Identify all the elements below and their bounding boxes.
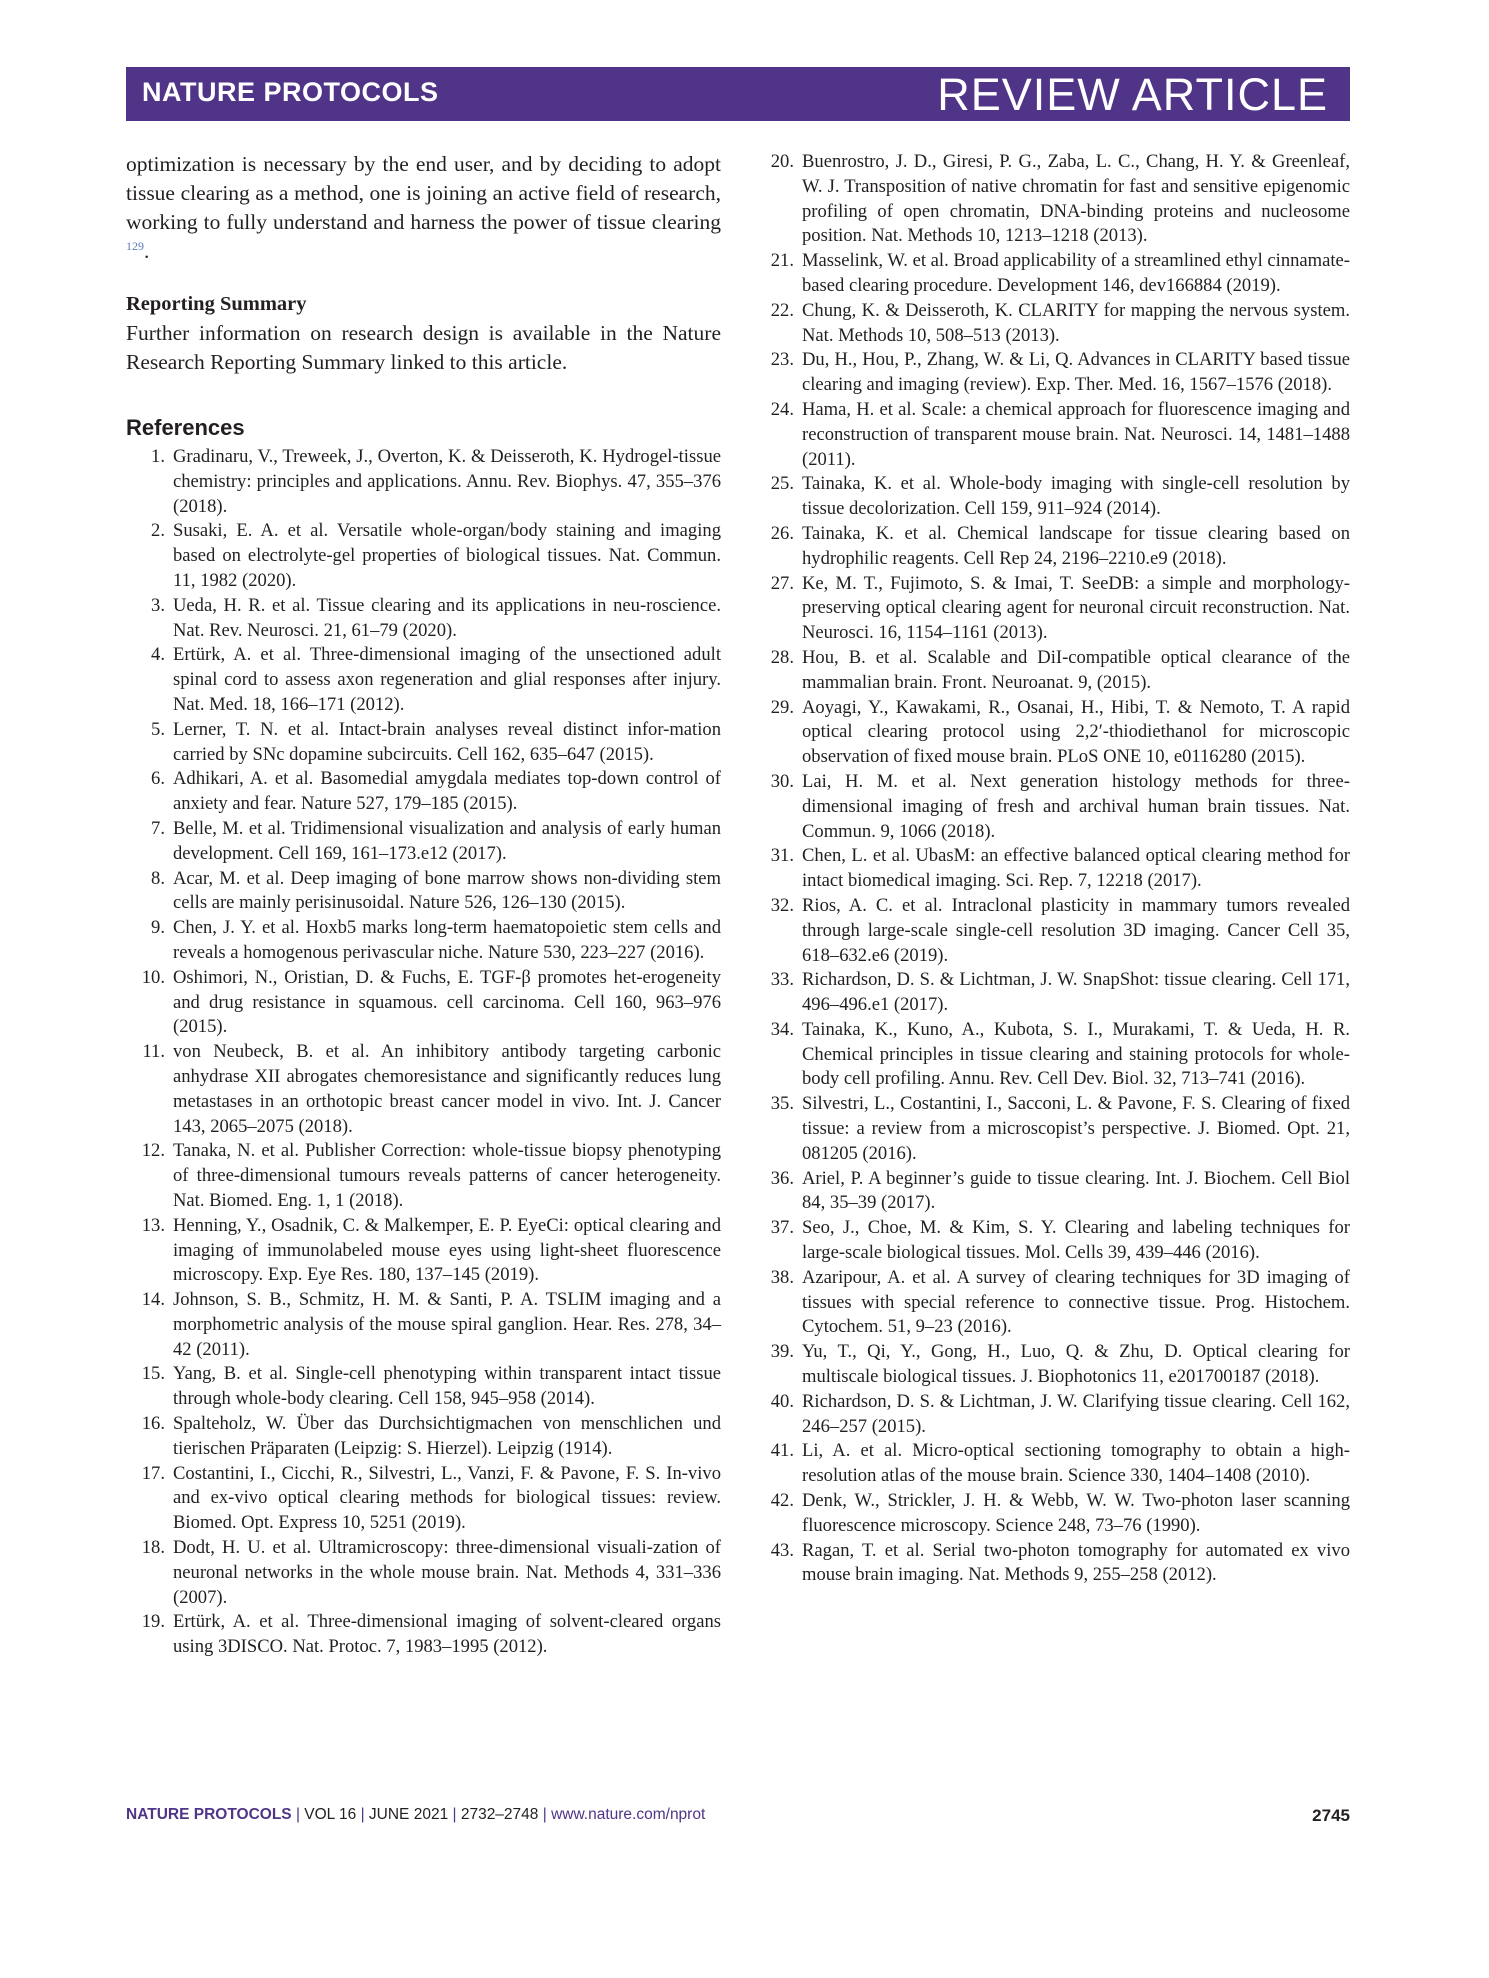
reference-number: 12. [141, 1140, 165, 1162]
references-heading: References [126, 415, 245, 440]
reference-item [126, 916, 721, 966]
reference-text: Hama, H. et al. Scale: a chemical approach for fluorescence imaging and reconstruction of transparent mouse brain. Nat. Neurosci. 14, 1481–1488 (2011). [802, 398, 1350, 470]
reference-number: 37. [770, 1217, 794, 1239]
reference-text: Denk, W., Strickler, J. H. & Webb, W. W. Two-photon laser scanning fluorescence microscopy. Science 248, 73–76 (1990). [802, 1490, 1350, 1536]
page-number: 2745 [1312, 1806, 1350, 1825]
reference-number: 39. [770, 1341, 794, 1363]
footer-separator: | [356, 1806, 369, 1823]
reference-text: Du, H., Hou, P., Zhang, W. & Li, Q. Advances in CLARITY based tissue clearing and imaging (review). Exp. Ther. Med. 16, 1567–1576 (2018). [802, 349, 1350, 396]
reference-item [126, 1288, 721, 1362]
reference-number: 27. [770, 572, 794, 594]
reference-item [126, 1139, 721, 1213]
reference-text: Chen, J. Y. et al. Hoxb5 marks long-term haematopoietic stem cells and reveals a homogenous perivascular niche. Nature 530, 223–227 (2016). [173, 917, 721, 963]
reference-item [755, 348, 1350, 398]
reference-item [126, 718, 721, 768]
reference-list-left [126, 445, 721, 1660]
conclusion-paragraph [126, 150, 721, 266]
reference-number: 21. [770, 250, 794, 272]
reference-text: Yu, T., Qi, Y., Gong, H., Luo, Q. & Zhu, D. Optical clearing for multiscale biological tissues. J. Biophotonics 11, e201700187 (2018). [802, 1341, 1350, 1388]
reference-number: 5. [151, 718, 165, 740]
journal-name: NATURE PROTOCOLS [142, 77, 439, 107]
reference-text: Silvestri, L., Costantini, I., Sacconi, L. & Pavone, F. S. Clearing of fixed tissue: a review from a microscopist’s perspective. J. Biomed. Opt. 21, 081205 (2016). [802, 1093, 1350, 1164]
reference-number: 7. [151, 817, 165, 839]
reference-number: 20. [770, 151, 794, 172]
reference-item [126, 966, 721, 1040]
reference-item [755, 1439, 1350, 1489]
footer-volume: VOL 16 [304, 1806, 357, 1823]
reference-number: 34. [770, 1018, 794, 1040]
reference-text: Tainaka, K. et al. Whole-body imaging with single-cell resolution by tissue decolorization. Cell 159, 911–924 (2014). [802, 473, 1350, 520]
article-type-label: REVIEW ARTICLE [937, 69, 1328, 120]
reference-text: Johnson, S. B., Schmitz, H. M. & Santi, P. A. TSLIM imaging and a morphometric analysis of the mouse spiral ganglion. Hear. Res. 278, 34–42 (2011). [173, 1289, 721, 1360]
reference-text: Li, A. et al. Micro-optical sectioning tomography to obtain a high-resolution atlas of the mouse brain. Science 330, 1404–1408 (2010). [802, 1440, 1350, 1487]
reference-number: 11. [142, 1041, 165, 1063]
reference-text: Costantini, I., Cicchi, R., Silvestri, L., Vanzi, F. & Pavone, F. S. In-vivo and ex-vivo optical clearing methods for biological tissues: review. Biomed. Opt. Express 10, 5251 (2019). [173, 1462, 721, 1534]
reference-text: Tainaka, K. et al. Chemical landscape for tissue clearing based on hydrophilic reagents. Cell Rep 24, 2196–2210.e9 (2018). [802, 522, 1350, 569]
reference-text: Belle, M. et al. Tridimensional visualization and analysis of early human development. Cell 169, 161–173.e12 (2017). [173, 817, 721, 864]
reference-number: 8. [151, 867, 165, 889]
reference-text: Richardson, D. S. & Lichtman, J. W. SnapShot: tissue clearing. Cell 171, 496–496.e1 (2017). [802, 969, 1350, 1016]
reference-item [755, 1489, 1350, 1539]
reference-number: 15. [141, 1363, 165, 1385]
reference-text: Tanaka, N. et al. Publisher Correction: whole-tissue biopsy phenotyping of three-dimensional tumours reveals patterns of cancer heterogeneity. Nat. Biomed. Eng. 1, 1 (2018). [173, 1140, 721, 1211]
reference-text: Lai, H. M. et al. Next generation histology methods for three-dimensional imaging of fresh and archival human brain tissues. Nat. Commun. 9, 1066 (2018). [802, 770, 1350, 842]
reference-item [755, 398, 1350, 472]
reference-item [126, 817, 721, 867]
reference-text: Rios, A. C. et al. Intraclonal plasticity in mammary tumors revealed through large-scale single-cell resolution 3D imaging. Cancer Cell 35, 618–632.e6 (2019). [802, 894, 1350, 966]
reference-text: Tainaka, K., Kuno, A., Kubota, S. I., Murakami, T. & Ueda, H. R. Chemical principles in tissue clearing and staining protocols for whole-body cell profiling. Annu. Rev. Cell Dev. Biol. 32, 713–741 (2016). [802, 1018, 1350, 1090]
reference-number: 38. [770, 1266, 794, 1288]
footer-date: JUNE 2021 [368, 1806, 449, 1823]
reference-number: 13. [141, 1214, 165, 1236]
reference-item [755, 1018, 1350, 1092]
footer-separator: | [291, 1806, 305, 1823]
reference-item [126, 1536, 721, 1610]
reference-number: 43. [770, 1539, 794, 1561]
reference-number: 30. [770, 770, 794, 792]
reference-text: Richardson, D. S. & Lichtman, J. W. Clarifying tissue clearing. Cell 162, 246–257 (2015). [802, 1390, 1350, 1437]
footer-journal: NATURE PROTOCOLS [126, 1806, 292, 1823]
footer-pages: 2732–2748 [460, 1806, 539, 1823]
conclusion-period: . [144, 239, 150, 263]
reference-number: 42. [770, 1490, 794, 1512]
reference-text: Spalteholz, W. Über das Durchsichtigmachen von menschlichen und tierischen Präparaten (Leipzig: S. Hierzel). Leipzig (1914). [173, 1413, 721, 1459]
reference-number: 16. [141, 1413, 165, 1435]
reference-text: Acar, M. et al. Deep imaging of bone marrow shows non-dividing stem cells are mainly perisinusoidal. Nature 526, 126–130 (2015). [173, 867, 721, 914]
reference-text: Seo, J., Choe, M. & Kim, S. Y. Clearing and labeling techniques for large-scale biological tissues. Mol. Cells 39, 439–446 (2016). [802, 1217, 1350, 1264]
reporting-summary-text: Further information on research design is available in the Nature Research Reporting Summary linked to this article. [126, 321, 721, 374]
reference-number: 6. [151, 768, 165, 790]
reference-number: 32. [770, 894, 794, 916]
reference-text: Azaripour, A. et al. A survey of clearing techniques for 3D imaging of tissues with special reference to connective tissue. Prog. Histochem. Cytochem. 51, 9–23 (2016). [802, 1266, 1350, 1338]
reference-number: 9. [151, 917, 165, 939]
reference-number: 19. [141, 1611, 165, 1633]
reference-text: Adhikari, A. et al. Basomedial amygdala mediates top-down control of anxiety and fear. Nature 527, 179–185 (2015). [173, 768, 721, 815]
reference-text: Lerner, T. N. et al. Intact-brain analyses reveal distinct infor-mation carried by SNc dopamine subcircuits. Cell 162, 635–647 (2015). [173, 718, 721, 765]
reference-item [755, 572, 1350, 646]
reference-number: 14. [141, 1289, 165, 1311]
reference-text: Henning, Y., Osadnik, C. & Malkemper, E. P. EyeCi: optical clearing and imaging of immunolabeled mouse eyes using light-sheet fluorescence microscopy. Exp. Eye Res. 180, 137–145 (2019). [173, 1214, 721, 1286]
reference-item [126, 445, 721, 519]
reference-item [755, 150, 1350, 249]
footer-url-link[interactable]: www.nature.com/nprot [551, 1806, 706, 1823]
reference-text: Oshimori, N., Oristian, D. & Fuchs, E. TGF-β promotes het-erogeneity and drug resistance in squamous. cell carcinoma. Cell 160, 963–976 (2015). [173, 966, 721, 1038]
reference-number: 25. [770, 473, 794, 495]
reference-number: 24. [770, 398, 794, 420]
reference-list-right [755, 150, 1350, 1588]
reference-number: 3. [151, 594, 165, 616]
reference-number: 18. [141, 1537, 165, 1559]
reference-item [126, 1412, 721, 1462]
reference-number: 4. [151, 644, 165, 666]
reference-text: von Neubeck, B. et al. An inhibitory antibody targeting carbonic anhydrase XII abrogates chemoresistance and significantly reduces lung metastases in an orthotopic breast cancer model in vivo. Int. J. Cancer 143, 2065–2075 (2018). [173, 1041, 721, 1137]
left-column [126, 150, 721, 1660]
footer-separator: | [538, 1806, 552, 1823]
reference-item [755, 1266, 1350, 1340]
reference-text: Ariel, P. A beginner’s guide to tissue clearing. Int. J. Biochem. Cell Biol 84, 35–39 (2017). [802, 1167, 1350, 1214]
journal-header-bar [126, 67, 1350, 121]
reference-item [126, 767, 721, 817]
reference-number: 28. [770, 646, 794, 668]
reference-text: Chen, L. et al. UbasM: an effective balanced optical clearing method for intact biomedical imaging. Sci. Rep. 7, 12218 (2017). [802, 845, 1350, 892]
reference-number: 29. [770, 696, 794, 718]
reference-number: 17. [141, 1462, 165, 1484]
reference-item [755, 1216, 1350, 1266]
reference-item [126, 594, 721, 644]
reference-item [126, 519, 721, 593]
reference-item [755, 1167, 1350, 1217]
reference-item [755, 646, 1350, 696]
reference-item [755, 1390, 1350, 1440]
reference-number: 10. [141, 966, 165, 988]
reference-text: Ertürk, A. et al. Three-dimensional imaging of solvent-cleared organs using 3DISCO. Nat. Protoc. 7, 1983–1995 (2012). [173, 1611, 721, 1658]
reference-item [755, 472, 1350, 522]
reference-item [755, 249, 1350, 299]
reference-number: 41. [770, 1440, 794, 1462]
reference-text: Gradinaru, V., Treweek, J., Overton, K. & Deisseroth, K. Hydrogel-tissue chemistry: principles and applications. Annu. Rev. Biophys. 47, 355–376 (2018). [173, 446, 721, 517]
reference-item [755, 894, 1350, 968]
reference-number: 33. [770, 969, 794, 991]
reference-number: 36. [770, 1167, 794, 1189]
footer-separator: | [448, 1806, 461, 1823]
reference-text: Aoyagi, Y., Kawakami, R., Osanai, H., Hibi, T. & Nemoto, T. A rapid optical clearing protocol using 2,2′-thiodiethanol for microscopic observation of fixed mouse brain. PLoS ONE 10, e0116280 (2015). [802, 696, 1350, 768]
reference-item [126, 867, 721, 917]
reference-text: Buenrostro, J. D., Giresi, P. G., Zaba, L. C., Chang, H. Y. & Greenleaf, W. J. Transposition of native chromatin for fast and sensitive epigenomic profiling of open chromatin, DNA-binding proteins and nucleosome position. Nat. Methods 10, 1213–1218 (2013). [802, 151, 1350, 247]
reference-number: 26. [770, 522, 794, 544]
conclusion-text: optimization is necessary by the end user, and by deciding to adopt tissue clearing as a method, one is joining an active field of research, working to fully understand and harness the power of tissue clearing [126, 152, 721, 234]
right-column [755, 150, 1350, 1588]
reference-item [126, 643, 721, 717]
reference-item [755, 299, 1350, 349]
reference-number: 40. [770, 1390, 794, 1412]
reference-text: Masselink, W. et al. Broad applicability of a streamlined ethyl cinnamate-based clearing procedure. Development 146, dev166884 (2019). [802, 250, 1350, 296]
reference-item [755, 770, 1350, 844]
reference-number: 35. [770, 1093, 794, 1115]
reference-item [755, 968, 1350, 1018]
reference-item [126, 1362, 721, 1412]
reference-text: Ueda, H. R. et al. Tissue clearing and its applications in neu-roscience. Nat. Rev. Neurosci. 21, 61–79 (2020). [173, 594, 721, 641]
reference-text: Susaki, E. A. et al. Versatile whole-organ/body staining and imaging based on electrolyte-gel properties of biological tissues. Nat. Commun. 11, 1982 (2020). [173, 520, 721, 591]
reference-item [755, 522, 1350, 572]
reference-number: 2. [151, 520, 165, 542]
reporting-summary-heading: Reporting Summary [126, 293, 307, 315]
reference-item [755, 1340, 1350, 1390]
reference-item [755, 1539, 1350, 1589]
reference-text: Hou, B. et al. Scalable and DiI-compatible optical clearance of the mammalian brain. Front. Neuroanat. 9, (2015). [802, 646, 1350, 693]
page-footer [126, 1806, 1350, 1830]
reference-item [126, 1462, 721, 1536]
reference-item [755, 1092, 1350, 1166]
reference-item [755, 696, 1350, 770]
reference-text: Dodt, H. U. et al. Ultramicroscopy: three-dimensional visuali-zation of neuronal networks in the whole mouse brain. Nat. Methods 4, 331–336 (2007). [173, 1537, 721, 1608]
citation-link[interactable]: 129 [126, 238, 144, 253]
reference-number: 22. [770, 299, 794, 321]
reference-number: 23. [770, 349, 794, 371]
reference-text: Ertürk, A. et al. Three-dimensional imaging of the unsectioned adult spinal cord to assess axon regeneration and glial responses after injury. Nat. Med. 18, 166–171 (2012). [173, 644, 721, 715]
reference-number: 1. [151, 446, 165, 467]
reference-text: Ragan, T. et al. Serial two-photon tomography for automated ex vivo mouse brain imaging. Nat. Methods 9, 255–258 (2012). [802, 1539, 1350, 1586]
reference-item [126, 1040, 721, 1139]
reference-number: 31. [770, 845, 794, 867]
reference-item [126, 1214, 721, 1288]
reference-text: Ke, M. T., Fujimoto, S. & Imai, T. SeeDB: a simple and morphology-preserving optical clearing agent for neuronal circuit reconstruction. Nat. Neurosci. 16, 1154–1161 (2013). [802, 572, 1350, 644]
reference-item [755, 844, 1350, 894]
reference-item [126, 1610, 721, 1660]
reference-text: Chung, K. & Deisseroth, K. CLARITY for mapping the nervous system. Nat. Methods 10, 508–513 (2013). [802, 299, 1350, 346]
reference-text: Yang, B. et al. Single-cell phenotyping within transparent intact tissue through whole-body clearing. Cell 158, 945–958 (2014). [173, 1363, 721, 1410]
